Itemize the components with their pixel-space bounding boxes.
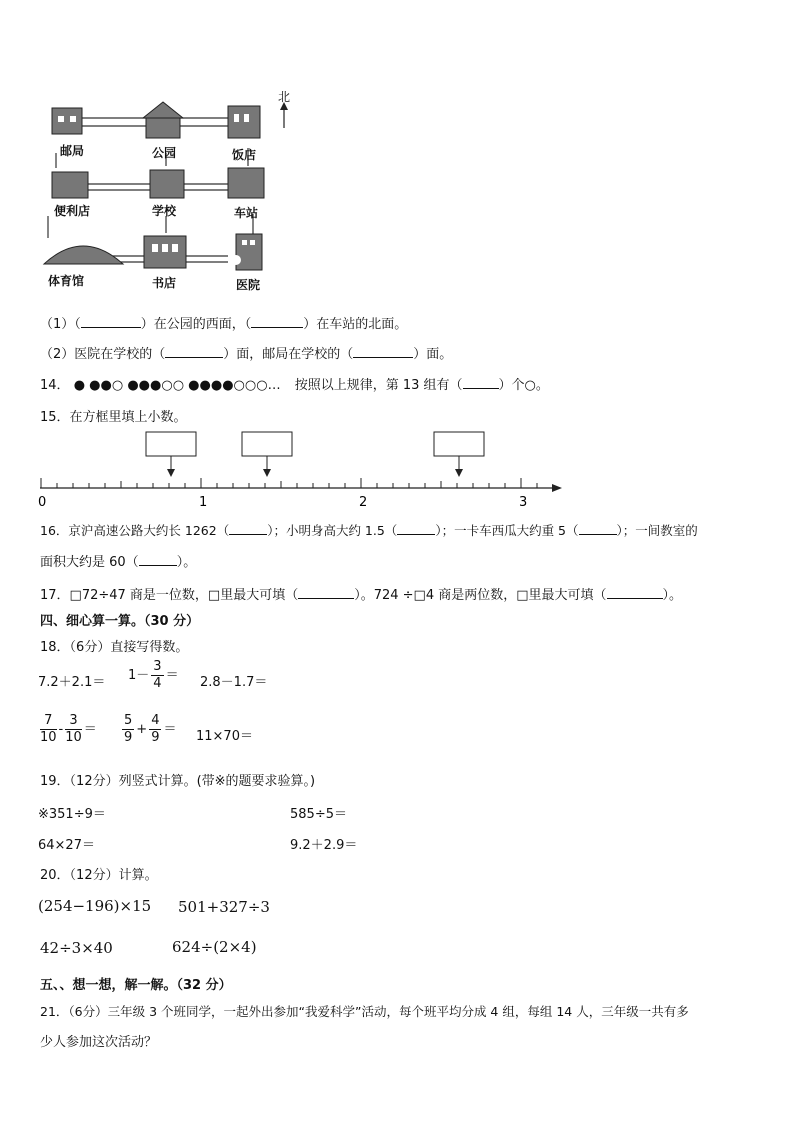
answer-blank[interactable] — [251, 327, 303, 328]
q18-expr4: $\frac{7}{10}$ - $\frac{3}{10}$ ＝ — [40, 713, 97, 745]
q20-expr1: (254−196)×15 — [38, 897, 152, 915]
answer-blank[interactable] — [579, 534, 617, 535]
answer-blank[interactable] — [397, 534, 435, 535]
answer-box[interactable] — [146, 432, 196, 477]
answer-blank[interactable] — [229, 534, 267, 535]
station-building — [228, 168, 264, 198]
park-roof — [143, 102, 183, 118]
place-station: 车站 — [234, 206, 259, 220]
answer-blank[interactable] — [81, 327, 141, 328]
q19-title: 19．（12分）列竖式计算。(带※的题要求验算。) — [40, 774, 316, 789]
q15-title: 15．在方框里填上小数。 — [40, 410, 187, 425]
school-building — [150, 170, 184, 198]
q20-title: 20．（12分）计算。 — [40, 868, 158, 883]
answer-blank[interactable] — [139, 565, 177, 566]
tick-label-0: 0 — [38, 495, 47, 510]
q20-expr4: 624÷(2×4) — [172, 938, 257, 956]
q19-expr1: ※351÷9＝ — [38, 807, 106, 822]
answer-blank[interactable] — [353, 357, 413, 358]
place-school: 学校 — [152, 204, 177, 218]
answer-blank[interactable] — [463, 388, 499, 389]
answer-blank[interactable] — [607, 598, 663, 599]
q16-line1: 16．京沪高速公路大约长 1262（ ）；小明身高大约 1.5（ ）；一卡车西瓜大约重 5（ ）；一间教室的 — [40, 523, 698, 538]
place-bookstore: 书店 — [152, 276, 177, 290]
answer-blank[interactable] — [165, 357, 223, 358]
q19-expr4: 9.2＋2.9＝ — [290, 838, 358, 853]
q16-line2: 面积大约是 60（ ）。 — [40, 555, 197, 570]
map-lines — [38, 88, 300, 298]
place-hospital: 医院 — [236, 278, 261, 292]
number-line — [30, 428, 570, 512]
q17: 17．□72÷47 商是一位数，□里最大可填（ ）。724 ÷□4 商是两位数，□里最大可填（ ）。 — [40, 588, 683, 603]
q20-expr2: 501+327÷3 — [178, 898, 270, 916]
park-building — [146, 118, 180, 138]
answer-box[interactable] — [434, 432, 484, 477]
hospital-building — [236, 234, 262, 270]
place-restaurant: 饭店 — [232, 148, 257, 162]
q18-expr5: $\frac{5}{9}$ + $\frac{4}{9}$ ＝ — [124, 713, 177, 745]
q21-line2: 少人参加这次活动？ — [40, 1035, 158, 1050]
place-stadium: 体育馆 — [48, 274, 85, 288]
q18-title: 18．（6分）直接写得数。 — [40, 640, 189, 655]
dot-pattern: ● ●●○ ●●●○○ ●●●●○○○… — [73, 378, 281, 393]
q21-line1: 21．（6分）三年级 3 个班同学，一起外出参加“我爱科学”活动，每个班平均分成 4 组，每组 14 人，三年级一共有多 — [40, 1004, 689, 1019]
tick-label-3: 3 — [519, 495, 528, 510]
tick-label-2: 2 — [359, 495, 368, 510]
tick-label-1: 1 — [199, 495, 208, 510]
q19-expr3: 64×27＝ — [38, 838, 95, 853]
answer-box[interactable] — [242, 432, 292, 477]
q18-expr3: 2.8－1.7＝ — [200, 675, 268, 690]
place-convenience-store: 便利店 — [54, 204, 91, 218]
q19-expr2: 585÷5＝ — [290, 807, 347, 822]
map-figure — [38, 88, 300, 298]
post-office-building — [52, 108, 82, 134]
stadium-building — [44, 246, 123, 264]
q14: 14． ● ●●○ ●●●○○ ●●●●○○○… 按照以上规律，第 13 组有（ ）个○。 — [40, 378, 549, 393]
section-4-heading: 四、细心算一算。（30 分） — [40, 614, 200, 629]
answer-blank[interactable] — [298, 598, 354, 599]
q18-expr6: 11×70＝ — [196, 729, 253, 744]
q20-expr3: 42÷3×40 — [40, 939, 113, 957]
north-label: 北 — [278, 90, 291, 104]
q18-expr1: 7.2＋2.1＝ — [38, 675, 106, 690]
axis-arrow — [552, 484, 562, 492]
section-5-heading: 五、、想一想，解一解。（32 分） — [40, 978, 232, 993]
q18-expr2: 1－ $\frac{3}{4}$ ＝ — [128, 659, 179, 691]
place-post-office: 邮局 — [60, 144, 85, 158]
q13-part2: （2）医院在学校的（ ）面，邮局在学校的（ ）面。 — [40, 347, 453, 362]
convenience-store-building — [52, 172, 88, 198]
place-park: 公园 — [152, 146, 177, 160]
q13-part1: （1）（ ）在公园的西面，（ ）在车站的北面。 — [40, 317, 408, 332]
